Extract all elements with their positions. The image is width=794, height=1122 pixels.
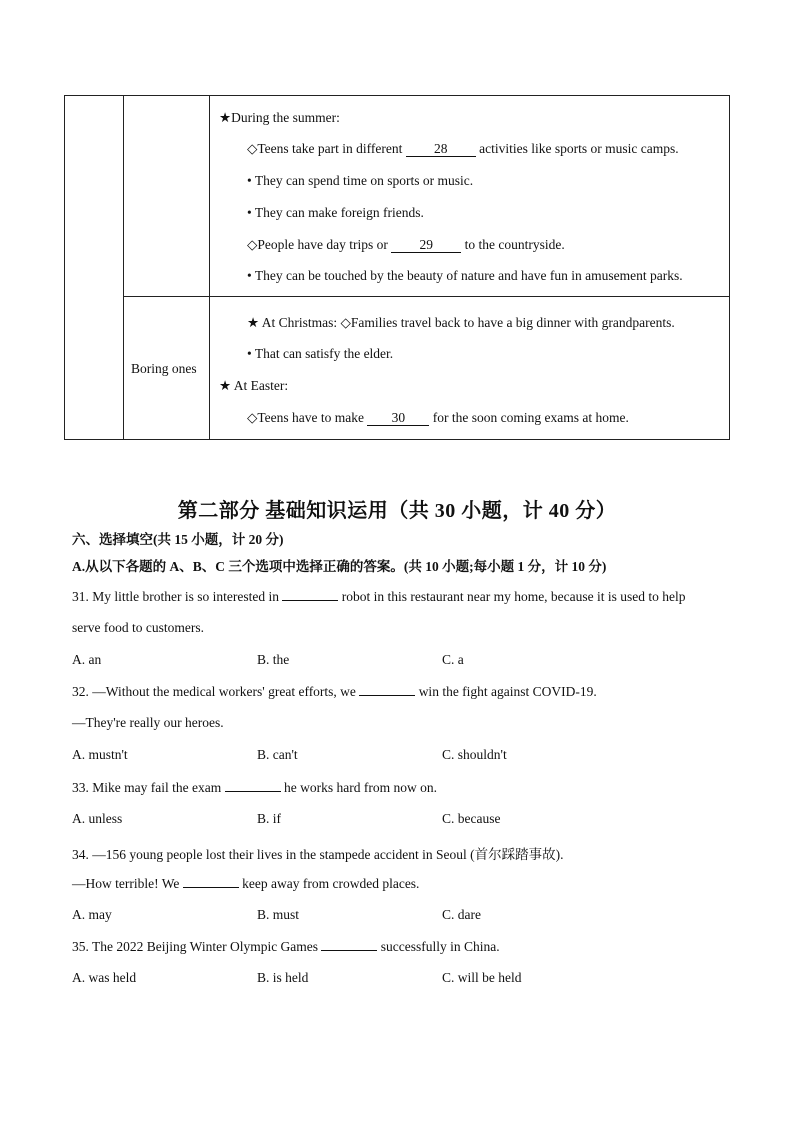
christmas-sub: • That can satisfy the elder.: [247, 346, 394, 361]
question-31-line-2: serve food to customers.: [72, 620, 204, 635]
answer-blank: [321, 938, 377, 951]
table-divider: [123, 296, 729, 297]
option-a: A. an: [72, 652, 102, 667]
option-b: B. can't: [257, 747, 298, 762]
option-b: B. if: [257, 811, 282, 826]
part-a-instructions: A.从以下各题的 A、B、C 三个选项中选择正确的答案。(共 10 小题;每小题 1 分，计 10 分): [72, 559, 607, 574]
option-b: B. the: [257, 652, 290, 667]
easter-line: [247, 410, 629, 426]
option-b: B. is held: [257, 970, 309, 985]
text: 32. —Without the medical workers' great efforts, we: [72, 684, 356, 699]
text: 33. Mike may fail the exam: [72, 780, 222, 795]
text: —How terrible! We: [72, 876, 180, 891]
text: ◇Teens take part in different: [247, 141, 403, 156]
summer-heading: ★During the summer:: [219, 110, 340, 125]
option-b: B. must: [257, 907, 300, 922]
summer-line-4: [247, 237, 565, 253]
table-divider: [209, 96, 210, 439]
table-divider: [123, 96, 124, 439]
answer-blank-30: 30: [367, 411, 429, 426]
text: for the soon coming exams at home.: [432, 410, 629, 425]
option-c: C. dare: [442, 907, 481, 922]
text: keep away from crowded places.: [242, 876, 420, 891]
answer-blank: [183, 875, 239, 888]
option-a: A. may: [72, 907, 112, 922]
text: 35. The 2022 Beijing Winter Olympic Games: [72, 939, 319, 954]
summer-line-1: [247, 141, 679, 157]
option-c: C. a: [442, 652, 464, 667]
text: ◇People have day trips or: [247, 237, 388, 252]
text: win the fight against COVID-19.: [418, 684, 597, 699]
summer-line-2: • They can spend time on sports or music.: [247, 173, 474, 188]
question-31: [72, 588, 686, 605]
text: ◇Teens have to make: [247, 410, 365, 425]
answer-blank: [359, 683, 415, 696]
option-c: C. shouldn't: [442, 747, 507, 762]
answer-blank-29: 29: [391, 238, 461, 253]
text: robot in this restaurant near my home, because it is used to help: [341, 589, 686, 604]
option-c: C. because: [442, 811, 501, 826]
question-32: [72, 683, 597, 700]
text: to the countryside.: [464, 237, 565, 252]
text: activities like sports or music camps.: [479, 141, 679, 156]
question-34: 34. —156 young people lost their lives in the stampede accident in Seoul (首尔踩踏事故).: [72, 847, 564, 862]
option-a: A. unless: [72, 811, 123, 826]
option-a: A. was held: [72, 970, 137, 985]
question-32-line-2: —They're really our heroes.: [72, 715, 224, 730]
text: 31. My little brother is so interested in: [72, 589, 279, 604]
question-34-line-2: [72, 875, 419, 892]
text: successfully in China.: [380, 939, 500, 954]
text: he works hard from now on.: [283, 780, 437, 795]
summer-line-3: • They can make foreign friends.: [247, 205, 424, 220]
reading-table: [64, 95, 730, 440]
christmas-line: ★ At Christmas: ◇Families travel back to have a big dinner with grandparents.: [247, 315, 675, 330]
option-c: C. will be held: [442, 970, 522, 985]
summer-line-5: • They can be touched by the beauty of nature and have fun in amusement parks.: [247, 268, 683, 283]
part-six-heading: 六、选择填空(共 15 小题，计 20 分): [72, 532, 284, 547]
section-title: 第二部分 基础知识运用（共 30 小题，计 40 分）: [177, 500, 617, 522]
answer-blank-28: 28: [406, 142, 476, 157]
answer-blank: [225, 779, 281, 792]
question-35: [72, 938, 500, 955]
easter-heading: ★ At Easter:: [219, 378, 289, 393]
option-a: A. mustn't: [72, 747, 128, 762]
boring-ones-label: Boring ones: [131, 361, 197, 376]
question-33: [72, 779, 437, 796]
answer-blank: [282, 588, 338, 601]
